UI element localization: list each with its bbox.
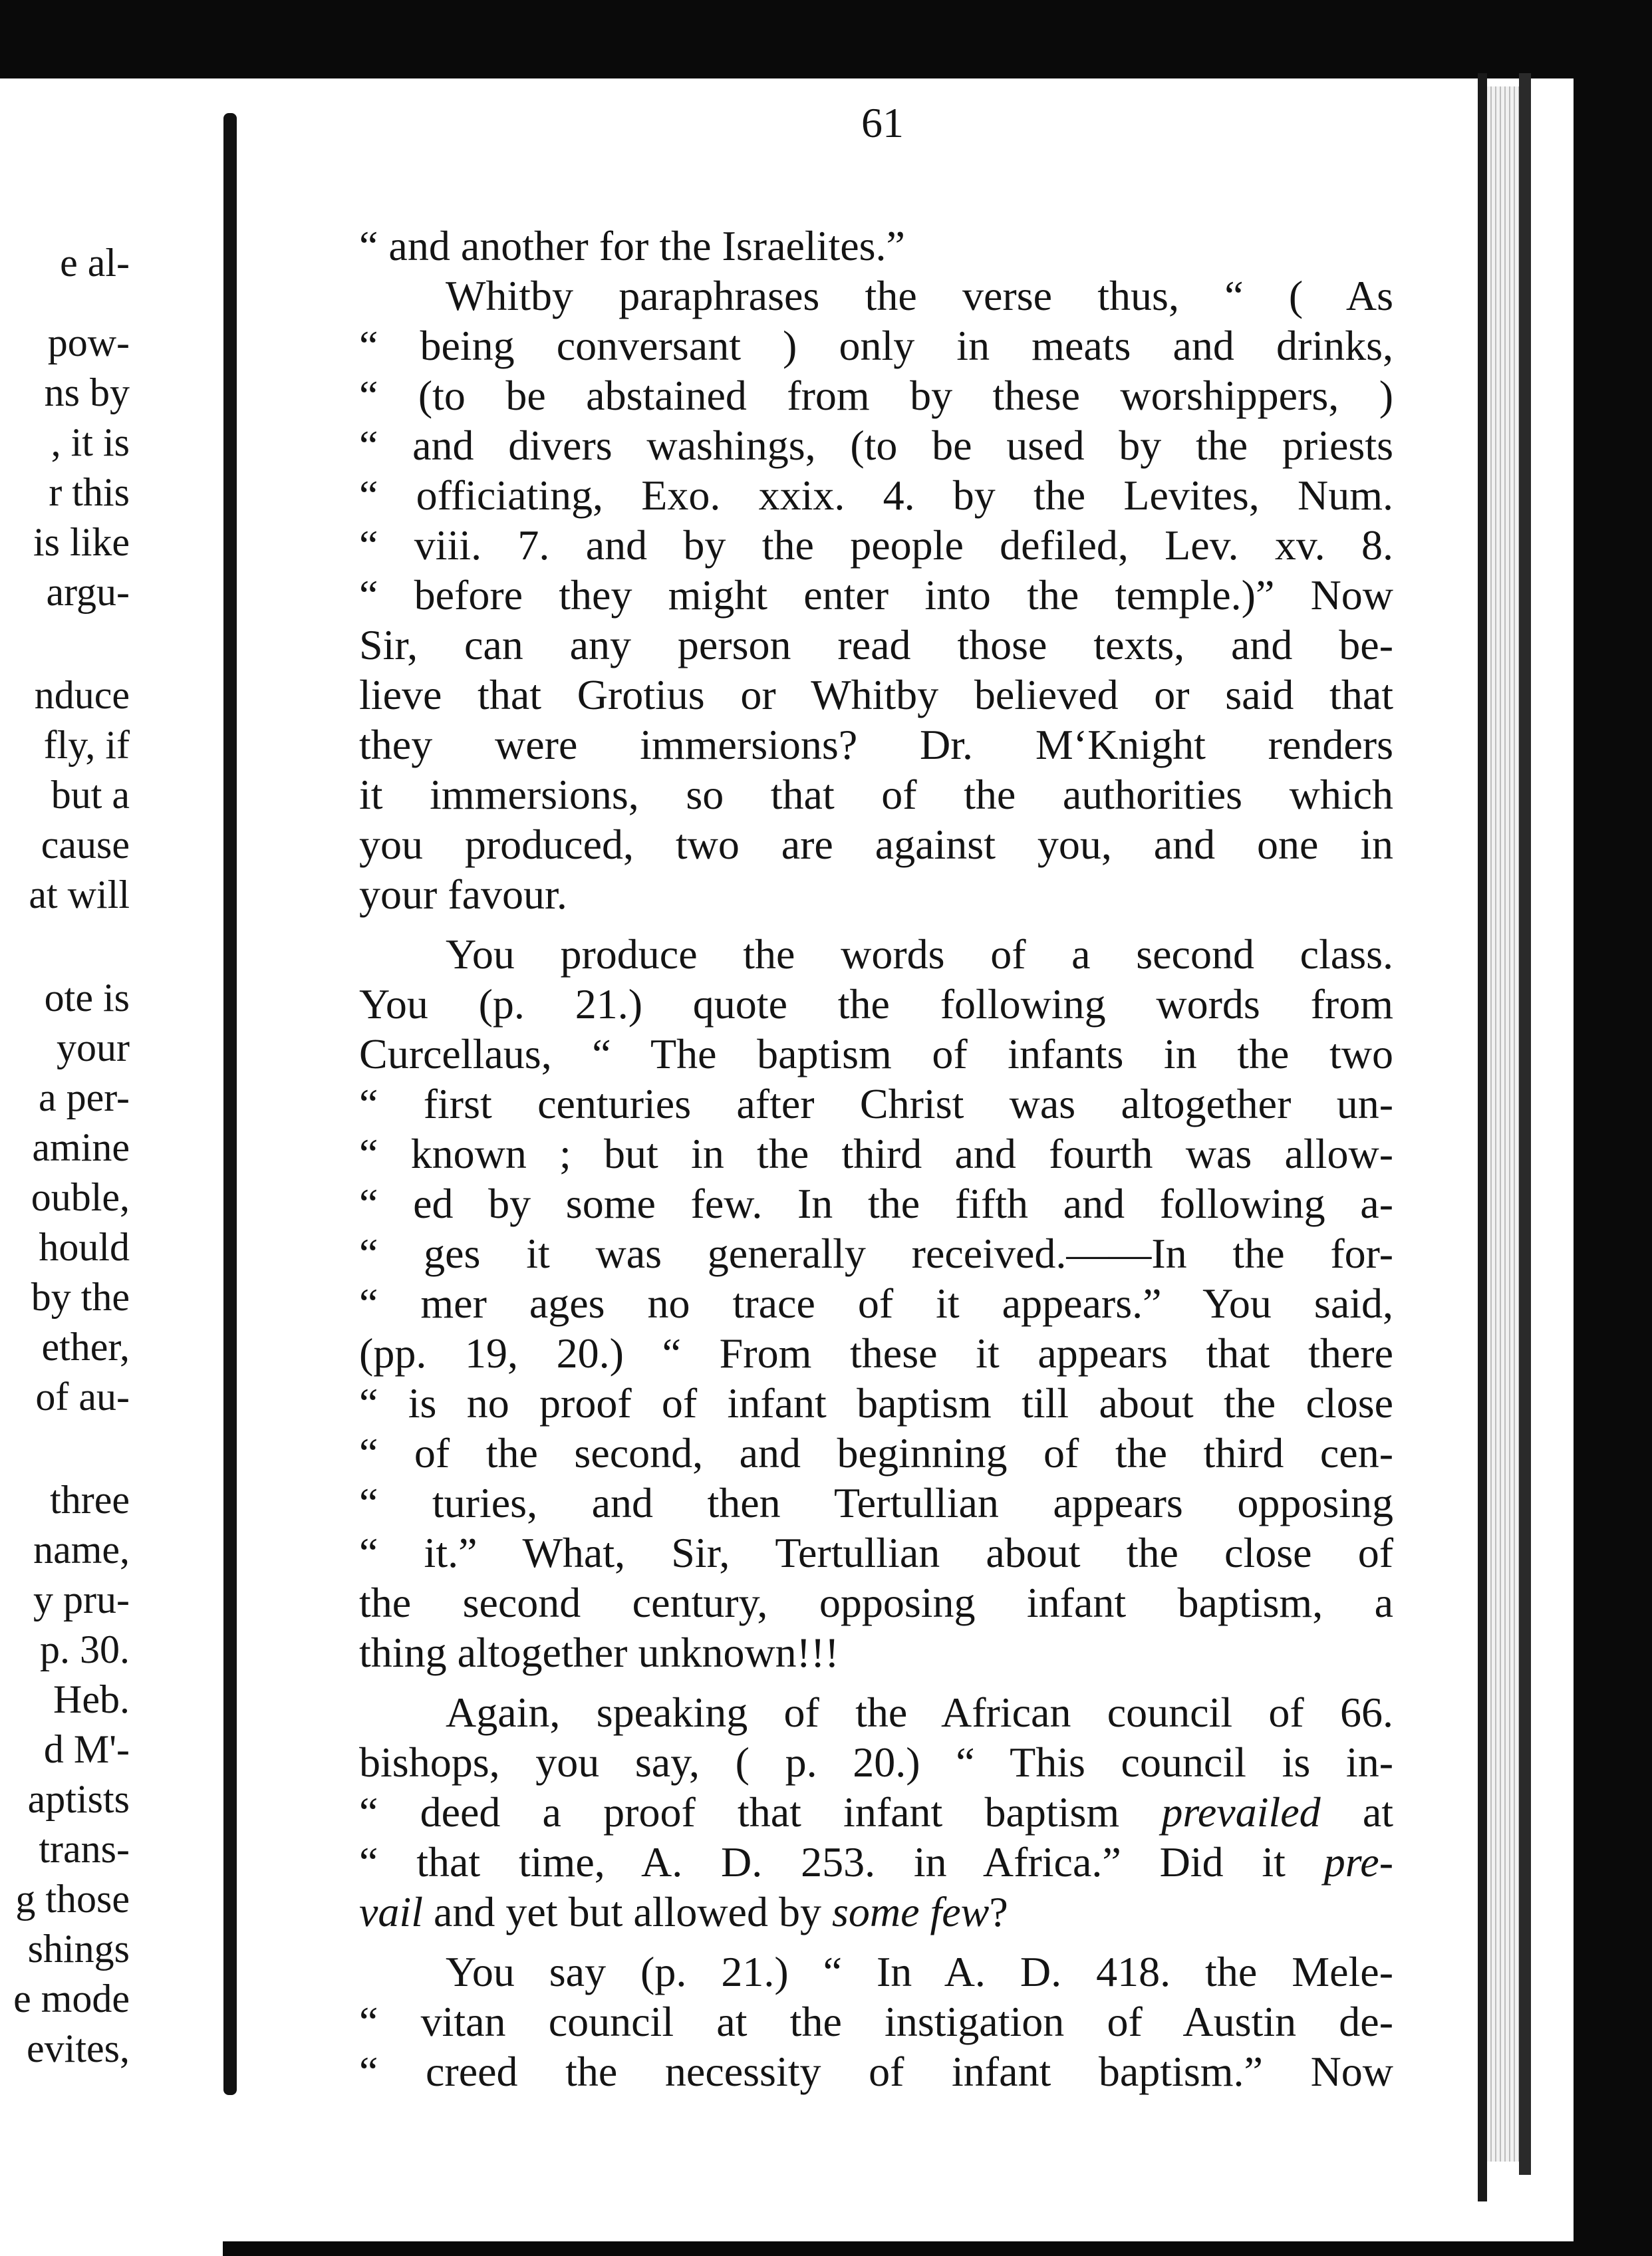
left-line: shings xyxy=(27,1927,130,1971)
text-line: “ ges it was generally received.——In the for- xyxy=(359,1230,1393,1277)
text-line: Whitby paraphrases the verse thus, “ ( As xyxy=(446,272,1393,319)
left-line: ote is xyxy=(44,976,130,1020)
scan-border-right xyxy=(1574,0,1652,2256)
page-number: 61 xyxy=(861,99,904,146)
left-line: a per- xyxy=(38,1075,130,1119)
left-line: evites, xyxy=(27,2027,130,2070)
left-line: g those xyxy=(15,1877,130,1921)
left-line: hould xyxy=(39,1225,130,1269)
page-edge xyxy=(1519,73,1531,2175)
text-line: “ and another for the Israelites.” xyxy=(359,222,905,269)
text-segment: “ that time, A. D. 253. in Africa.” Did it xyxy=(359,1838,1324,1886)
text-line: they were immersions? Dr. M‘Knight renders xyxy=(359,721,1393,768)
text-line: You say (p. 21.) “ In A. D. 418. the Mele- xyxy=(446,1948,1393,1995)
text-line: Curcellaus, “ The baptism of infants in the two xyxy=(359,1030,1393,1077)
text-line: You (p. 21.) quote the following words from xyxy=(359,980,1393,1028)
left-line: nduce xyxy=(34,673,130,717)
text-segment: ? xyxy=(989,1888,1008,1935)
text-line xyxy=(359,1839,1393,1886)
text-line: “ of the second, and beginning of the third cen- xyxy=(359,1429,1393,1477)
left-line: three xyxy=(50,1478,130,1522)
left-line: e mode xyxy=(13,1977,130,2021)
text-line: “ before they might enter into the temple.)” Now xyxy=(359,571,1393,619)
book-gutter xyxy=(223,113,237,2095)
left-page xyxy=(0,90,223,2256)
text-line xyxy=(359,1789,1393,1836)
left-line: r this xyxy=(49,470,130,514)
text-line: “ vitan council at the instigation of Austin de- xyxy=(359,1998,1393,2045)
text-segment: at xyxy=(1320,1788,1394,1836)
left-line: of au- xyxy=(35,1375,130,1419)
left-line: aptists xyxy=(27,1777,130,1821)
text-line: “ officiating, Exo. xxix. 4. by the Levites, Num. xyxy=(359,472,1393,519)
text-line: bishops, you say, ( p. 20.) “ This council is in- xyxy=(359,1739,1393,1786)
text-line: You produce the words of a second class. xyxy=(446,930,1393,978)
text-segment: “ deed a proof that infant baptism xyxy=(359,1788,1162,1836)
text-line: “ mer ages no trace of it appears.” You said, xyxy=(359,1280,1393,1327)
text-line: “ (to be abstained from by these worshippers, ) xyxy=(359,372,1393,419)
left-line: pow- xyxy=(47,321,130,364)
left-line: name, xyxy=(33,1528,130,1572)
italic-pre: pre- xyxy=(1323,1838,1393,1886)
left-line: at will xyxy=(29,873,130,916)
left-line: cause xyxy=(41,823,130,867)
text-line: “ it.” What, Sir, Tertullian about the close of xyxy=(359,1529,1393,1576)
left-line: but a xyxy=(51,773,130,817)
text-line: “ first centuries after Christ was altogether un- xyxy=(359,1080,1393,1127)
page-edge xyxy=(1478,73,1487,2201)
text-line: thing altogether unknown!!! xyxy=(359,1629,839,1676)
text-line: “ ed by some few. In the fifth and following a- xyxy=(359,1180,1393,1227)
left-line: amine xyxy=(32,1125,130,1169)
left-line: p. 30. xyxy=(40,1627,130,1671)
left-line: ouble, xyxy=(31,1175,130,1219)
text-line: it immersions, so that of the authorities which xyxy=(359,771,1393,818)
text-line: your favour. xyxy=(359,871,567,918)
left-line: ns by xyxy=(44,370,130,414)
text-segment: and yet but allowed by xyxy=(422,1888,832,1935)
left-line: is like xyxy=(33,520,130,564)
left-line: d M'- xyxy=(43,1727,130,1771)
left-line: argu- xyxy=(46,570,130,614)
left-line: y pru- xyxy=(33,1578,130,1622)
text-line: “ creed the necessity of infant baptism.” Now xyxy=(359,2048,1393,2095)
left-line: by the xyxy=(31,1275,130,1319)
text-line: you produced, two are against you, and one in xyxy=(359,821,1393,868)
text-line: “ being conversant ) only in meats and drinks, xyxy=(359,322,1393,369)
text-line: “ is no proof of infant baptism till about the close xyxy=(359,1379,1393,1427)
italic-vail: vail xyxy=(359,1888,423,1935)
scan-border-top xyxy=(0,0,1652,78)
text-line: (pp. 19, 20.) “ From these it appears that there xyxy=(359,1330,1393,1377)
scan-border-bottom xyxy=(0,2241,1652,2256)
text-line: the second century, opposing infant baptism, a xyxy=(359,1579,1393,1626)
text-line: lieve that Grotius or Whitby believed or said that xyxy=(359,671,1393,718)
text-line: “ viii. 7. and by the people defiled, Lev. xv. 8. xyxy=(359,521,1393,569)
page-edges-stack xyxy=(1487,86,1519,2162)
text-line: “ turies, and then Tertullian appears opposing xyxy=(359,1479,1393,1526)
left-line: your xyxy=(57,1026,130,1069)
left-line: Heb. xyxy=(53,1677,130,1721)
italic-prevailed: prevailed xyxy=(1161,1788,1321,1836)
text-line: Again, speaking of the African council of 66. xyxy=(446,1689,1393,1736)
left-line: , it is xyxy=(51,420,130,464)
text-line: “ and divers washings, (to be used by the priests xyxy=(359,422,1393,469)
italic-some-few: some few xyxy=(831,1888,990,1935)
left-line: fly, if xyxy=(43,723,130,767)
left-line: trans- xyxy=(39,1827,130,1871)
left-line: ether, xyxy=(41,1325,130,1369)
text-line: “ known ; but in the third and fourth was allow- xyxy=(359,1130,1393,1177)
left-line: e al- xyxy=(60,241,130,285)
text-line: Sir, can any person read those texts, and be- xyxy=(359,621,1393,668)
text-line xyxy=(359,1889,1393,1935)
